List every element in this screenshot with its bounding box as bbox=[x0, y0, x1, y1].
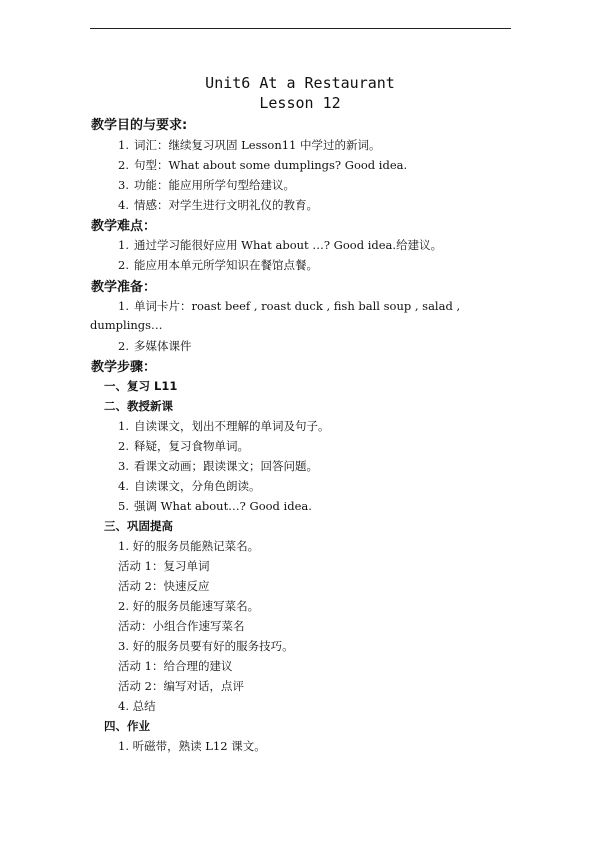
objective-item: 1. 词汇：继续复习巩固 Lesson11 中学过的新词。 bbox=[118, 138, 381, 152]
consolidation-line: 4. 总结 bbox=[118, 699, 156, 713]
step-item: 4. 自读课文，分角色朗读。 bbox=[118, 479, 261, 493]
objective-item: 3. 功能：能应用所学句型给建议。 bbox=[118, 178, 295, 192]
lesson-subtitle: Lesson 12 bbox=[259, 94, 341, 112]
consolidation-line: 活动 2：快速反应 bbox=[118, 579, 210, 593]
step-item: 3. 看课文动画；跟读课文；回答问题。 bbox=[118, 459, 318, 473]
consolidation-line: 活动 1：给合理的建议 bbox=[118, 659, 233, 673]
part-heading-homework: 四、作业 bbox=[104, 719, 150, 733]
objective-item: 2. 句型：What about some dumplings? Good idea. bbox=[118, 158, 408, 172]
difficulty-item: 2. 能应用本单元所学知识在餐馆点餐。 bbox=[118, 258, 318, 272]
step-item: 1. 自读课文，划出不理解的单词及句子。 bbox=[118, 419, 330, 433]
objective-item: 4. 情感：对学生进行文明礼仪的教育。 bbox=[118, 198, 318, 212]
consolidation-line: 活动 1：复习单词 bbox=[118, 559, 210, 573]
step-item: 5. 强调 What about…? Good idea. bbox=[118, 499, 312, 513]
consolidation-line: 3. 好的服务员要有好的服务技巧。 bbox=[118, 639, 294, 653]
consolidation-line: 活动 2：编写对话，点评 bbox=[118, 679, 244, 693]
part-heading-new-lesson: 二、教授新课 bbox=[104, 399, 173, 413]
part-heading-review: 一、复习 L11 bbox=[104, 379, 178, 393]
part-heading-consolidation: 三、巩固提高 bbox=[104, 519, 173, 533]
steps-heading: 教学步骤： bbox=[91, 360, 157, 375]
preparation-item: 1. 单词卡片：roast beef , roast duck , fish ball soup , salad , bbox=[118, 299, 461, 313]
difficulty-item: 1. 通过学习能很好应用 What about …? Good idea.给建议。 bbox=[118, 238, 443, 252]
objectives-heading: 教学目的与要求: bbox=[91, 118, 188, 133]
consolidation-line: 1. 好的服务员能熟记菜名。 bbox=[118, 539, 260, 553]
document-title: Unit6 At a Restaurant bbox=[205, 74, 395, 92]
difficulties-heading: 教学难点： bbox=[91, 219, 157, 234]
homework-item: 1. 听磁带，熟读 L12 课文。 bbox=[118, 739, 266, 753]
consolidation-line: 活动：小组合作速写菜名 bbox=[118, 619, 245, 633]
preparation-item-continued: dumplings… bbox=[90, 318, 163, 332]
step-item: 2. 释疑，复习食物单词。 bbox=[118, 439, 249, 453]
top-rule bbox=[90, 28, 511, 29]
consolidation-line: 2. 好的服务员能速写菜名。 bbox=[118, 599, 260, 613]
preparation-heading: 教学准备： bbox=[91, 280, 157, 295]
preparation-item: 2. 多媒体课件 bbox=[118, 339, 192, 353]
